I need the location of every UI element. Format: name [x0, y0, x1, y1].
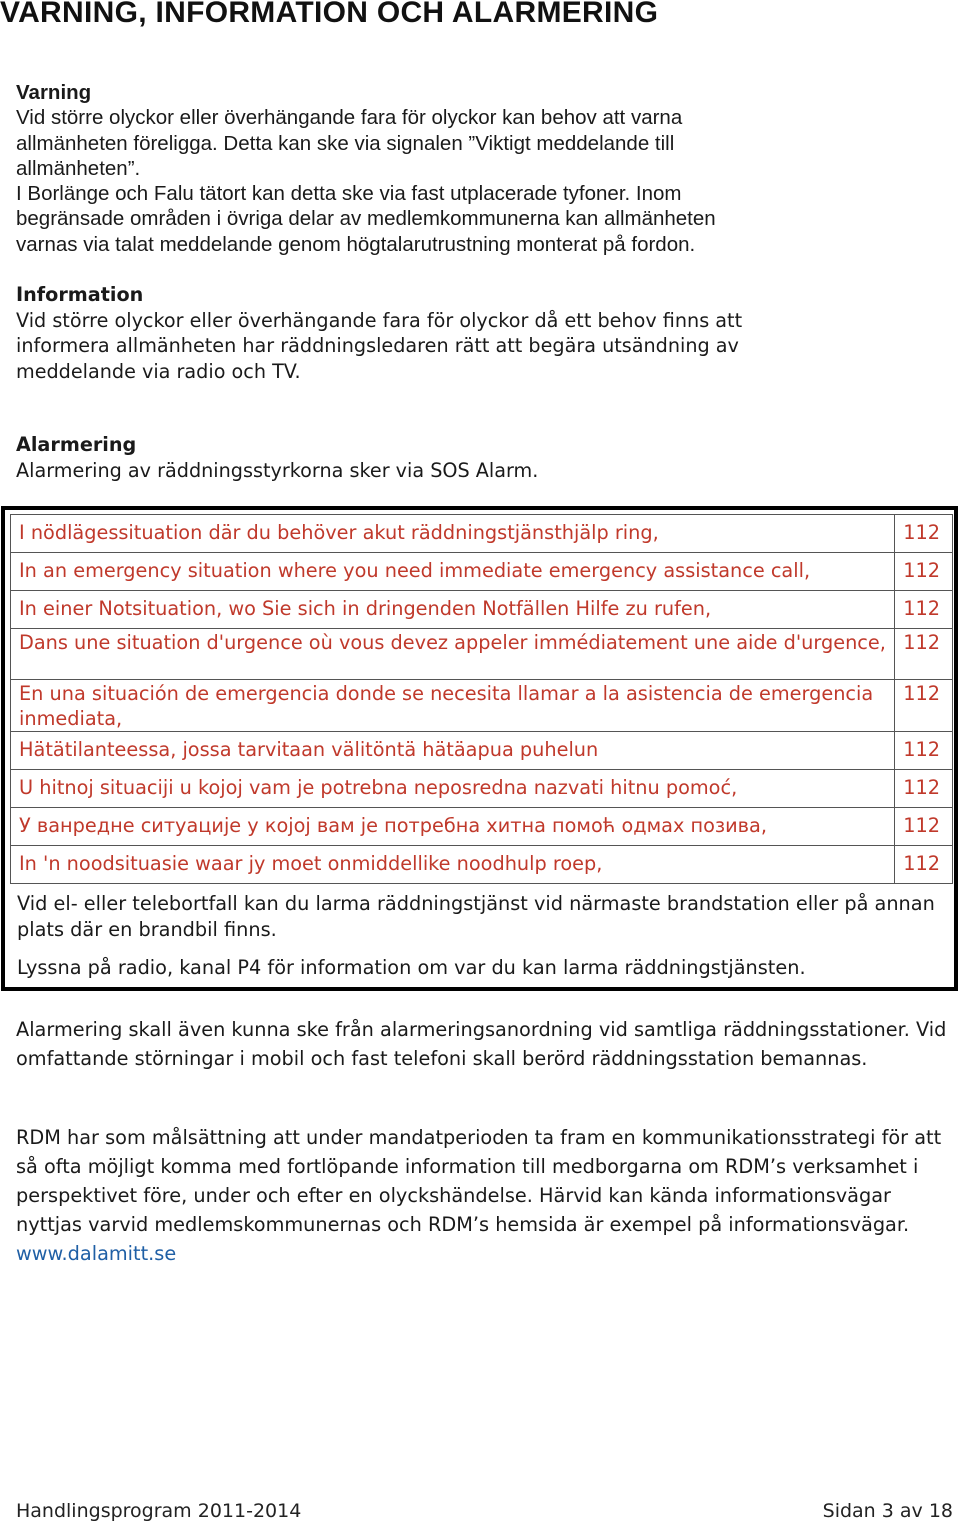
table-row: [11, 680, 953, 732]
alarmering-text: Alarmering av räddningsstyrkorna sker via SOS Alarm.: [16, 458, 539, 482]
box-notes: [17, 891, 952, 981]
emergency-number: 112: [895, 732, 953, 770]
varning-line: begränsade områden i övriga delar av medlemkommunerna kan allmänheten: [16, 207, 716, 231]
alarmering-heading: Alarmering: [16, 433, 137, 456]
emergency-number: 112: [895, 629, 953, 680]
emergency-text: Dans une situation d'urgence où vous devez appeler immédiatement une aide d'urgence,: [11, 629, 895, 680]
varning-section: [16, 80, 946, 257]
information-section: [16, 282, 946, 384]
table-row: [11, 629, 953, 680]
varning-line: allmänheten föreligga. Detta kan ske via signalen ”Viktigt meddelande till: [16, 131, 675, 155]
information-heading: Information: [16, 283, 144, 306]
varning-line: allmänheten”.: [16, 156, 141, 180]
information-line: informera allmänheten har räddningsledaren rätt att begära utsändning av: [16, 334, 739, 357]
varning-line: varnas via talat meddelande genom högtalarutrustning monterat på fordon.: [16, 232, 696, 256]
varning-line: Vid större olyckor eller överhängande fara för olyckor kan behov att varna: [16, 106, 683, 130]
emergency-number: 112: [895, 515, 953, 553]
website-link[interactable]: www.dalamitt.se: [16, 1242, 177, 1265]
alarm-station-paragraph: Alarmering skall även kunna ske från alarmeringsanordning vid samtliga räddningsstationer. Vid omfattande störningar i mobil och fast telefoni skall berörd räddningsstation bemannas.: [16, 1018, 947, 1070]
emergency-number: 112: [895, 591, 953, 629]
emergency-text: У ванредне ситуације у којој вам је потребна хитна помоћ одмах позива,: [11, 808, 895, 846]
emergency-text: Hätätilanteessa, jossa tarvitaan välitöntä hätäapua puhelun: [11, 732, 895, 770]
emergency-text: In an emergency situation where you need immediate emergency assistance call,: [11, 553, 895, 591]
emergency-text: En una situación de emergencia donde se necesita llamar a la asistencia de emergencia inmediata,: [11, 680, 895, 732]
table-row: [11, 515, 953, 553]
emergency-table: [10, 514, 953, 884]
alarmering-section: [16, 432, 946, 483]
communication-strategy-paragraph: [16, 1123, 951, 1268]
emergency-text: U hitnoj situaciji u kojoj vam je potrebna neposredna nazvati hitnu pomoć,: [11, 770, 895, 808]
emergency-text: In einer Notsituation, wo Sie sich in dringenden Notfällen Hilfe zu rufen,: [11, 591, 895, 629]
radio-note: Lyssna på radio, kanal P4 för information om var du kan larma räddningstjänsten.: [17, 956, 806, 979]
emergency-text: I nödlägessituation där du behöver akut räddningstjänsthjälp ring,: [11, 515, 895, 553]
telebortfall-note: Vid el- eller telebortfall kan du larma räddningstjänst vid närmaste brandstation eller på annan plats där en brandbil finns.: [17, 892, 935, 941]
table-row: [11, 732, 953, 770]
page-title: VARNING, INFORMATION OCH ALARMERING: [0, 0, 659, 29]
emergency-number: 112: [895, 770, 953, 808]
table-row: [11, 553, 953, 591]
emergency-number: 112: [895, 808, 953, 846]
varning-line: I Borlänge och Falu tätort kan detta ske via fast utplacerade tyfoner. Inom: [16, 182, 682, 206]
page-footer: [16, 1500, 953, 1522]
varning-heading: Varning: [16, 81, 92, 104]
table-row: [11, 808, 953, 846]
strategy-text: RDM har som målsättning att under mandatperioden ta fram en kommunikationsstrategi för att så ofta möjligt komma med fortlöpande information till medborgarna om RDM’s verksamhet i perspektivet före, under och efter en olyckshändelse. Härvid kan kända informationsvägar nyttjas varvid medlemskommunernas och RDM’s hemsida är exempel på informationsvägar.: [16, 1126, 942, 1236]
emergency-number: 112: [895, 846, 953, 884]
table-row: [11, 846, 953, 884]
emergency-text: In 'n noodsituasie waar jy moet onmiddellike noodhulp roep,: [11, 846, 895, 884]
footer-document-title: Handlingsprogram 2011-2014: [16, 1500, 302, 1522]
emergency-number-box: [1, 506, 958, 991]
footer-page-number: Sidan 3 av 18: [822, 1500, 953, 1522]
information-line: Vid större olyckor eller överhängande fara för olyckor då ett behov finns att: [16, 308, 743, 332]
information-line: meddelande via radio och TV.: [16, 359, 301, 383]
table-row: [11, 770, 953, 808]
table-row: [11, 591, 953, 629]
emergency-number: 112: [895, 553, 953, 591]
emergency-number: 112: [895, 680, 953, 732]
